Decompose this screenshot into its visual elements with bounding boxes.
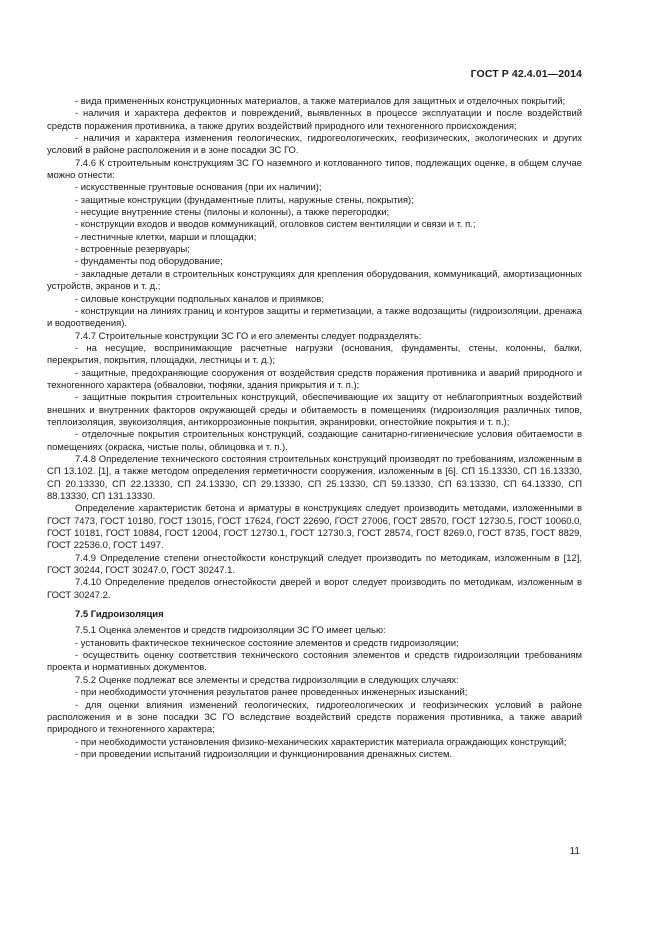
paragraph: - наличия и характера изменения геологических, гидрогеологических, геофизических, экологических и других условий в районе расположения и в зоне посадки ЗС ГО. [47, 133, 582, 157]
paragraph: - конструкции входов и вводов коммуникаций, оголовков систем вентиляции и связи и т. п.; [75, 219, 476, 231]
paragraph: Определение характеристик бетона и арматуры в конструкциях следует производить методами, изложенными в ГОСТ 7473, ГОСТ 10180, ГОСТ 13015, ГОСТ 17624, ГОСТ 22690, ГОСТ 27006, ГОСТ 28570, ГОСТ 12730.5, ГОСТ 10060.0, ГОСТ 10181, ГОСТ 10884, ГОСТ 12004, ГОСТ 12730.1, ГОСТ 12730.3, ГОСТ 28574, ГОСТ 8269.0, ГОСТ 8735, ГОСТ 8829, ГОСТ 22536.0, ГОСТ 1497. [47, 503, 582, 552]
paragraph: 7.4.9 Определение степени огнестойкости конструкций следует производить по методикам, изложенным в [12], ГОСТ 30244, ГОСТ 30247.0, ГОСТ 30247.1. [47, 552, 582, 577]
paragraph: - защитные покрытия строительных конструкций, обеспечивающие их защиту от неблагоприятных воздействий внешних и внутренних факторов окружающей среды и обитаемость в помещениях (гидроизоляция различных типов, теплоизоляция, звукоизоляция, антикоррозионные покрытия, экранировки, огнестойкие покрытия и т. п.); [47, 392, 582, 428]
paragraph: 7.5.1 Оценка элементов и средств гидроизоляции ЗС ГО имеет целью: [75, 625, 386, 637]
page-number: 11 [569, 846, 580, 857]
paragraph: - фундаменты под оборудование; [75, 256, 223, 268]
paragraph: - при необходимости установления физико-механических характеристик материала ограждающих конструкций; [75, 736, 567, 748]
paragraph: - отделочные покрытия строительных конструкций, создающие санитарно-гигиенические условия обитаемости в помещениях (окраска, чистые полы, облицовка и т. п.). [47, 429, 582, 453]
paragraph: - на несущие, воспринимающие расчетные нагрузки (основания, фундаменты, стены, колонны, балки, перекрытия, покрытия, площадки, лестницы и т. д.); [47, 342, 582, 367]
paragraph: - вида примененных конструкционных материалов, а также материалов для защитных и отделочных покрытий; [75, 96, 566, 107]
paragraph: - защитные конструкции (фундаментные плиты, наружные стены, покрытия); [75, 194, 414, 206]
paragraph: - защитные, предохраняющие сооружения от воздействия средств поражения противника и аварий природного и техногенного характера (обваловки, тюфяки, здания прикрытия и т. п.); [47, 367, 582, 391]
paragraph: 7.4.6 К строительным конструкциям ЗС ГО наземного и котлованного типов, подлежащих оценке, в общем случае можно отнести: [47, 157, 582, 182]
document-body [47, 96, 582, 761]
paragraph: - несущие внутренние стены (пилоны и колонны), а также перегородки; [75, 207, 390, 219]
paragraph: - осуществить оценку соответствия технического состояния элементов и средств гидроизоляции требованиям проекта и нормативных документов. [47, 650, 582, 674]
paragraph: - встроенные резервуары; [75, 244, 190, 256]
paragraph: 7.4.8 Определение технического состояния строительных конструкций производят по требованиям, изложенным в СП 13.102. [1], а также методом определения герметичности сооружения, изложенным в [6]. СП 15.13330, СП 16.13330, СП 20.13330, СП 22.13330, СП 24.13330, СП 29.13330, СП 25.13330, СП 59.13330, СП 63.13330, СП 64.13330, СП 88.13330, СП 131.13330. [47, 453, 582, 502]
paragraph: - конструкции на линиях границ и контуров защиты и герметизации, а также водозащиты (гидроизоляции, дренажа и водоотведения). [47, 305, 582, 330]
paragraph: - искусственные грунтовые основания (при их наличии); [75, 182, 322, 194]
paragraph: - при проведении испытаний гидроизоляции и функционирования дренажных систем. [75, 748, 453, 760]
paragraph: 7.4.7 Строительные конструкции ЗС ГО и его элементы следует подразделять: [75, 330, 422, 342]
paragraph: - установить фактическое техническое состояние элементов и средств гидроизоляции; [75, 637, 459, 649]
paragraph: 7.5.2 Оценке подлежат все элементы и средства гидроизоляции в следующих случаях: [75, 674, 459, 686]
paragraph: - наличия и характера дефектов и повреждений, выявленных в процессе эксплуатации и после воздействий средств поражения противника, а также других воздействий природного или техногенного происхождения; [47, 108, 582, 132]
paragraph: - закладные детали в строительных конструкциях для крепления оборудования, коммуникаций, амортизационных устройств, экранов и т. д.; [47, 268, 582, 293]
paragraph: 7.4.10 Определение пределов огнестойкости дверей и ворот следует производить по методикам, изложенным в ГОСТ 30247.2. [47, 577, 582, 601]
section-heading: 7.5 Гидроизоляция [75, 609, 164, 621]
paragraph: - лестничные клетки, марши и площадки; [75, 231, 257, 243]
paragraph: - для оценки влияния изменений геологических, гидрогеологических и геофизических условий в районе расположения и в зоне посадки ЗС ГО вследствие воздействий средств поражения противника, а также аварий природного и техногенного характера; [47, 699, 582, 736]
document-header: ГОСТ Р 42.4.01—2014 [470, 68, 582, 80]
paragraph: - силовые конструкции подпольных каналов и приямков; [75, 293, 324, 305]
paragraph: - при необходимости уточнения результатов ранее проведенных инженерных изысканий; [75, 687, 468, 699]
